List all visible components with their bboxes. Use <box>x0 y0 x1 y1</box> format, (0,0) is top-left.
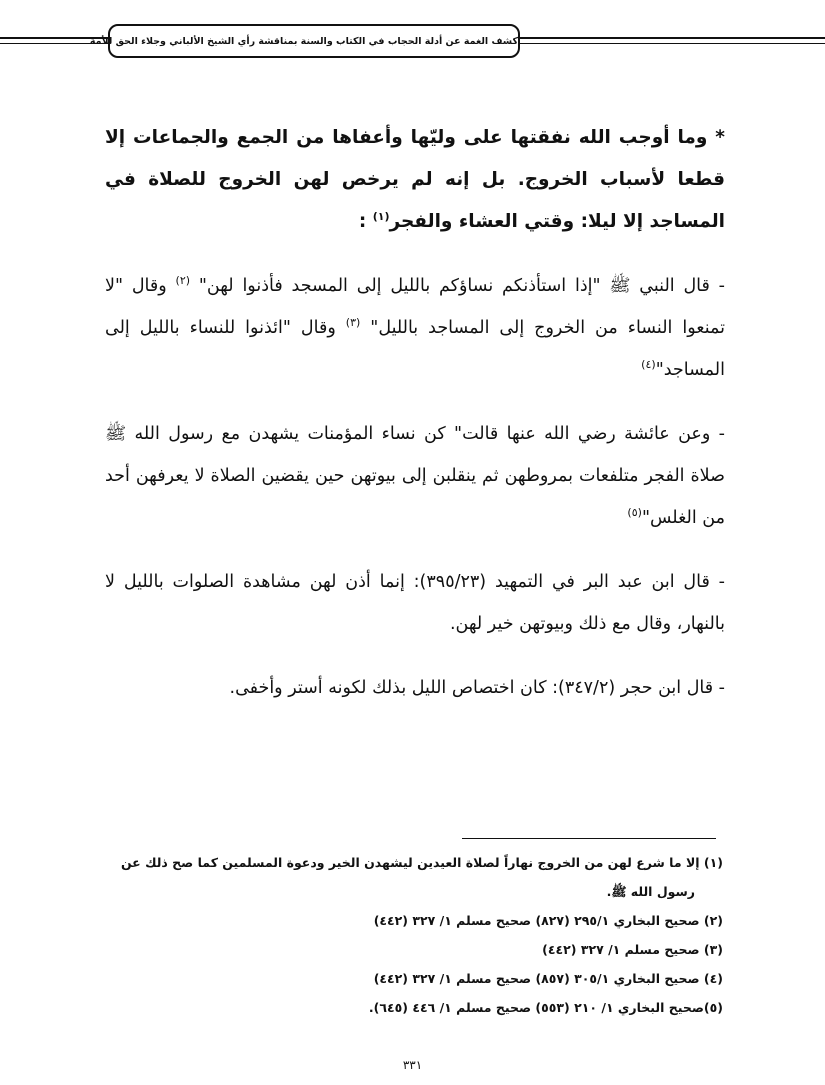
footnote-2: (٢) صحيح البخاري ٢٩٥/١ (٨٢٧) صحيح مسلم ١/ ٣٢٧ (٤٤٢) <box>373 913 723 928</box>
main-text <box>105 117 725 731</box>
running-header <box>89 24 520 58</box>
running-header-title: كشف الغمة عن أدلة الحجاب في الكتاب والسنة بمناقشة رأي الشيخ الألباني وجلاء الحق للأمة <box>89 36 518 47</box>
header-rule-right-thin <box>518 43 825 44</box>
footnote-ref-1: (١) <box>372 209 390 223</box>
paragraph-4: - قال ابن عبد البر في التمهيد (٣٩٥/٢٣): إنما أذن لهن مشاهدة الصلوات بالليل لا بالنهار، وقال مع ذلك وبيوتهن خير لهن. <box>105 572 725 634</box>
footnote-1: (١) إلا ما شرع لهن من الخروج نهاراً لصلاة العيدين ليشهدن الخير ودعوة المسلمين كما صح ذلك عن رسول الله ﷺ. <box>120 855 723 899</box>
footnote-4: (٤) صحيح البخاري ٣٠٥/١ (٨٥٧) صحيح مسلم ١/ ٣٢٧ (٤٤٢) <box>373 971 723 986</box>
header-rule-right <box>518 37 825 39</box>
footnote-5: (٥)صحيح البخاري ١/ ٢١٠ (٥٥٣) صحيح مسلم ١/ ٤٤٦ (٦٤٥). <box>368 1000 723 1015</box>
footnote-ref-2: (٢) <box>175 274 191 288</box>
paragraph-2: - قال النبي ﷺ "إذا استأذنكم نساؤكم بالليل إلى المسجد فأذنوا لهن" $^{(٢)}$ وقال "لا تمنعوا النساء من الخروج إلى المساجد بالليل" $^{(٣)}$ وقال "ائذنوا للنساء بالليل إلى المساجد"$^{(٤)}$ <box>105 274 725 380</box>
paragraph-5: - قال ابن حجر (٣٤٧/٢): كان اختصاص الليل بذلك لكونه أستر وأخفى. <box>229 678 725 698</box>
footnote-ref-4: (٤) <box>641 358 656 372</box>
footnotes <box>105 848 723 1022</box>
page-number: ٣٣١ <box>402 1058 423 1072</box>
paragraph-1: * وما أوجب الله نفقتها على وليّها وأعفاها من الجمع والجماعات إلا قطعا لأسباب الخروج. بل إنه لم يرخص لهن الخروج للصلاة في المساجد إلا ليلا: وقتي العشاء والفجر$^{(١)}$ : <box>105 127 725 232</box>
footnote-ref-5: (٥) <box>627 506 642 520</box>
paragraph-3: - وعن عائشة رضي الله عنها قالت" كن نساء المؤمنات يشهدن مع رسول الله ﷺ صلاة الفجر متلفعات بمروطهن ثم ينقلبن إلى بيوتهن حين يقضين الصلاة لا يعرفهن أحد من الغلس"$^{(٥)}$ <box>105 424 725 528</box>
footnote-3: (٣) صحيح مسلم ١/ ٣٢٧ (٤٤٢) <box>542 942 723 957</box>
footnote-separator <box>462 838 716 839</box>
footnote-ref-3: (٣) <box>345 316 361 330</box>
